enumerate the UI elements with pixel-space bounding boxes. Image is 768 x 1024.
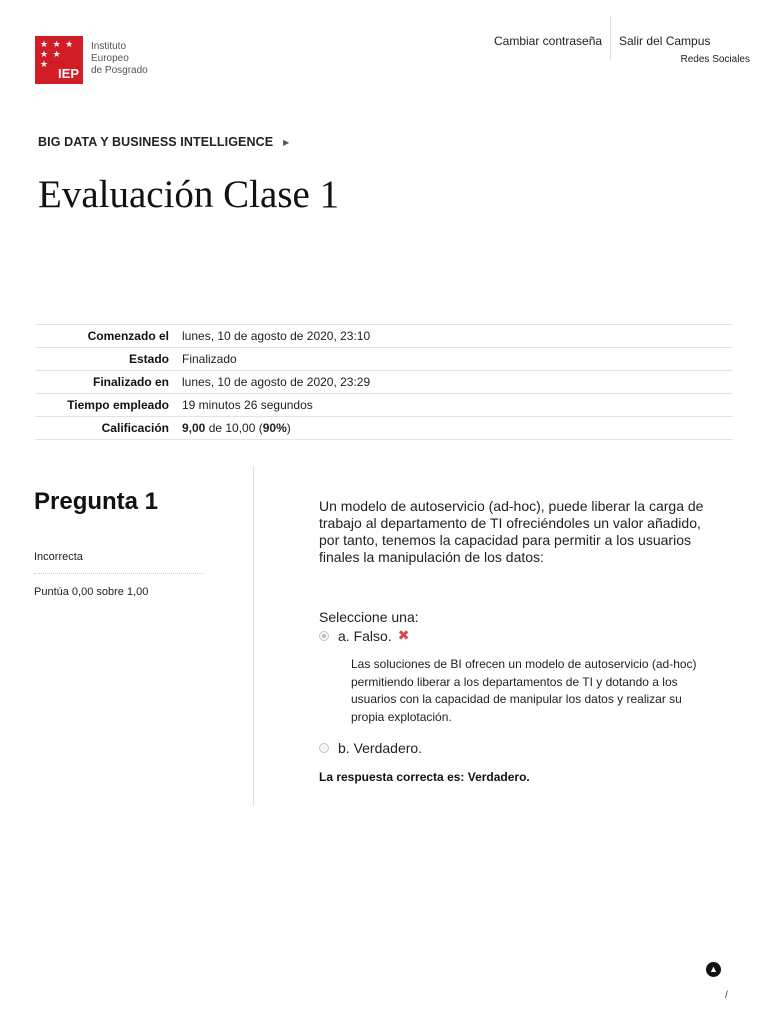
summary-value: 19 minutos 26 segundos — [182, 397, 313, 412]
grade-percent: 90% — [262, 420, 287, 435]
logout-link[interactable]: Salir del Campus — [619, 34, 711, 48]
change-password-link[interactable]: Cambiar contraseña — [494, 34, 603, 48]
summary-value: lunes, 10 de agosto de 2020, 23:10 — [182, 328, 371, 343]
question-text: Un modelo de autoservicio (ad-hoc), puede liberar la carga de trabajo al departamento de TI ofreciéndoles un valor añadido, por tanto, tenemos la capacidad para permitir a los usuarios finales la manipulación de los datos: — [319, 498, 704, 565]
header-divider — [610, 16, 611, 60]
attempt-summary-table — [35, 324, 733, 440]
grade-end: ) — [286, 420, 291, 435]
radio-b — [319, 743, 329, 753]
question-content — [319, 498, 709, 784]
summary-value: lunes, 10 de agosto de 2020, 23:29 — [182, 374, 371, 389]
summary-row-started — [35, 325, 733, 348]
logo-wordmark — [91, 41, 148, 77]
logo-line-2: Europeo — [91, 53, 129, 64]
question-info — [34, 488, 204, 598]
summary-label: Finalizado en — [92, 374, 169, 389]
breadcrumb[interactable] — [38, 135, 289, 149]
close-icon: ✖ — [397, 627, 410, 643]
question-grade: Puntúa 0,00 sobre 1,00 — [34, 586, 149, 598]
summary-label: Comenzado el — [87, 328, 169, 343]
summary-label: Estado — [128, 351, 169, 366]
answer-option-a — [319, 627, 709, 644]
breadcrumb-course[interactable]: BIG DATA Y BUSINESS INTELLIGENCE — [38, 135, 274, 149]
caret-right-icon: ▶ — [283, 137, 290, 147]
radio-a — [319, 631, 329, 641]
page-title: Evaluación Clase 1 — [38, 173, 340, 216]
summary-value: Finalizado — [182, 351, 237, 366]
site-logo[interactable] — [35, 36, 148, 84]
select-prompt: Seleccione una: — [319, 609, 419, 625]
summary-label: Tiempo empleado — [67, 397, 169, 412]
summary-row-finished — [35, 371, 733, 394]
logo-mark — [35, 36, 83, 84]
correct-answer: La respuesta correcta es: Verdadero. — [319, 770, 530, 784]
answer-option-b — [319, 740, 709, 756]
question-title: Pregunta 1 — [34, 488, 159, 515]
logo-acronym: IEP — [58, 66, 79, 81]
logo-line-3: de Posgrado — [91, 65, 148, 76]
question-state: Incorrecta — [34, 551, 204, 574]
logo-line-1: Instituto — [91, 41, 127, 52]
chevron-up-icon[interactable]: ▲ — [706, 962, 721, 977]
answer-label-a: a. Falso. — [338, 627, 392, 644]
summary-value — [169, 417, 733, 440]
question-divider — [253, 466, 254, 806]
summary-row-time — [35, 394, 733, 417]
grade-score: 9,00 — [182, 420, 206, 435]
logo-stars: ★ ★ ★ ★ ★ ★ — [40, 39, 75, 69]
summary-row-state — [35, 348, 733, 371]
answer-label-b: b. Verdadero. — [338, 740, 423, 756]
answer-feedback: Las soluciones de BI ofrecen un modelo de autoservicio (ad-hoc) permitiendo liberar a los departamentos de TI y dotando a los usuarios con la capacidad de manipular los datos y realizar su propia explotación. — [351, 657, 697, 724]
grade-mid: de 10,00 ( — [205, 420, 263, 435]
summary-row-grade — [35, 417, 733, 440]
social-networks-link[interactable]: Redes Sociales — [680, 54, 750, 65]
footer-slash: / — [725, 990, 728, 1001]
summary-label: Calificación — [101, 420, 169, 435]
